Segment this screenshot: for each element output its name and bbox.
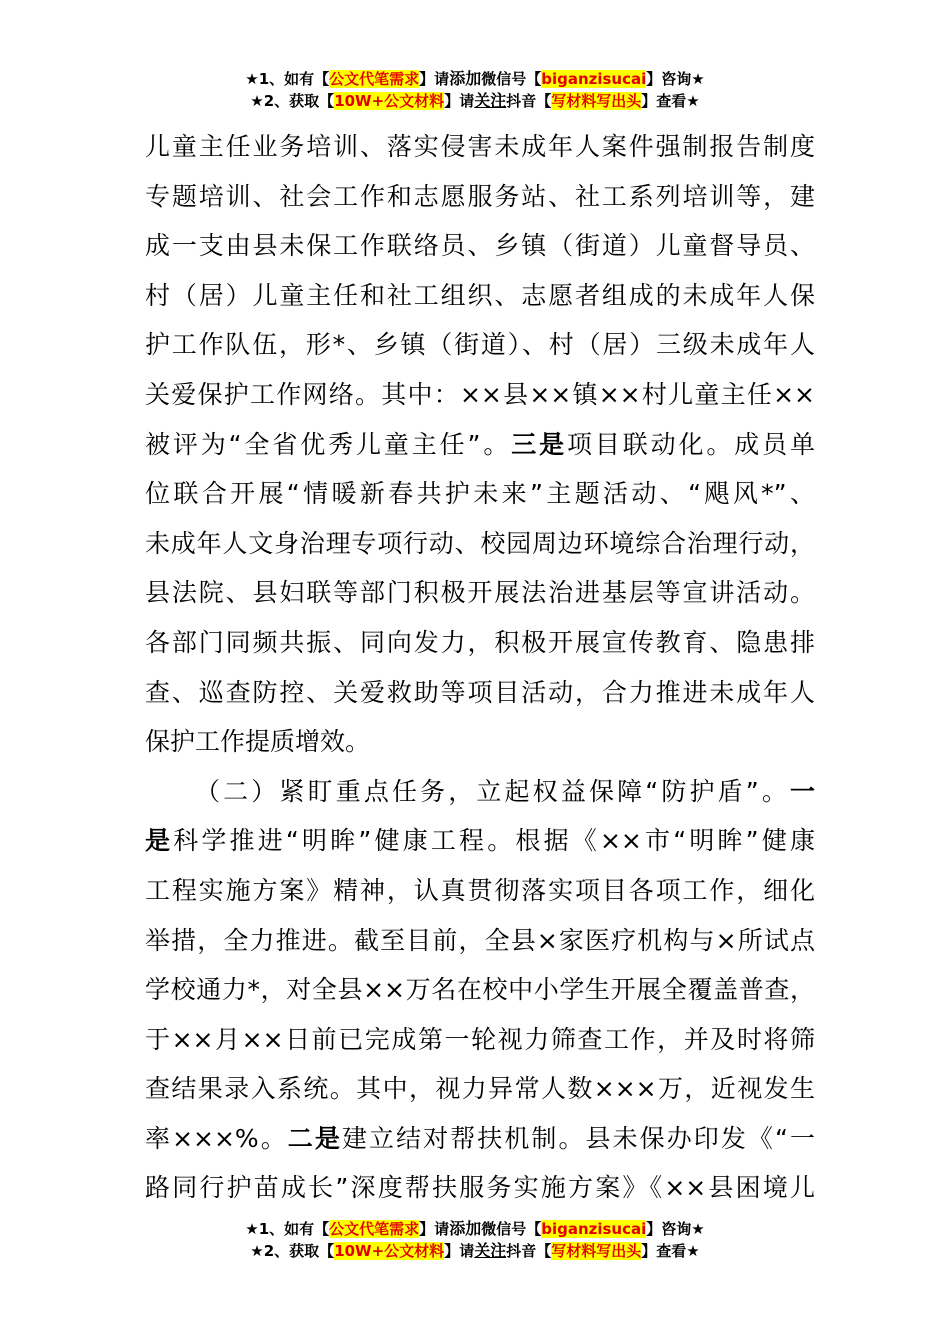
text-line: 未成年人文身治理专项行动、校园周边环境综合治理行动， [145, 528, 815, 558]
top-banner [0, 68, 950, 112]
text-line: 村（居）儿童主任和社工组织、志愿者组成的未成年人保 [145, 280, 815, 310]
text-line: 位联合开展“情暖新春共护未来”主题活动、“飓风*”、 [145, 479, 815, 509]
text-line: 路同行护苗成长”深度帮扶服务实施方案》《××县困境儿 [145, 1173, 815, 1203]
text-line: 县法院、县妇联等部门积极开展法治进基层等宣讲活动。 [145, 578, 815, 608]
paragraph-2 [145, 767, 815, 1213]
bottom-banner [0, 1218, 950, 1262]
text-line: 关爱保护工作网络。其中：××县××镇××村儿童主任×× [145, 379, 815, 409]
ghostwriting-highlight: 公文代笔需求 [329, 70, 420, 88]
banner-line-2: ★2、获取【10W+公文材料】请关注抖音【写材料写出头】查看★ [250, 1241, 700, 1260]
banner-line-2: ★2、获取【10W+公文材料】请关注抖音【写材料写出头】查看★ [250, 91, 700, 110]
text-line: 查结果录入系统。其中，视力异常人数×××万，近视发生 [145, 1074, 815, 1104]
text-line: 于××月××日前已完成第一轮视力筛查工作，并及时将筛 [145, 1024, 815, 1054]
text-line: 被评为“全省优秀儿童主任”。三是项目联动化。成员单 [145, 429, 815, 459]
text-line: 查、巡查防控、关爱救助等项目活动，合力推进未成年人 [145, 677, 815, 707]
ghostwriting-highlight: 公文代笔需求 [329, 1220, 420, 1238]
banner-line-1: ★1、如有【公文代笔需求】请添加微信号【biganzisucai】咨询★ [245, 69, 705, 88]
text-line: 各部门同频共振、同向发力，积极开展宣传教育、隐患排 [145, 627, 815, 657]
text-line: 率×××%。二是建立结对帮扶机制。县未保办印发《“一 [145, 1123, 815, 1153]
text-line: 学校通力*，对全县××万名在校中小学生开展全覆盖普查， [145, 975, 815, 1005]
document-body [145, 122, 815, 1213]
wechat-id-highlight: biganzisucai [541, 70, 647, 88]
text-line: 护工作队伍，形*、乡镇（街道）、村（居）三级未成年人 [145, 330, 815, 360]
douyin-highlight: 写材料写出头 [551, 1242, 642, 1260]
materials-highlight: 10W+公文材料 [334, 1242, 445, 1260]
wechat-id-highlight: biganzisucai [541, 1220, 647, 1238]
text-line: 成一支由县未保工作联络员、乡镇（街道）儿童督导员、 [145, 231, 815, 261]
paragraph-1 [145, 122, 815, 767]
banner-line-1: ★1、如有【公文代笔需求】请添加微信号【biganzisucai】咨询★ [245, 1219, 705, 1238]
text-line: 专题培训、社会工作和志愿服务站、社工系列培训等，建 [145, 181, 815, 211]
materials-highlight: 10W+公文材料 [334, 92, 445, 110]
douyin-highlight: 写材料写出头 [551, 92, 642, 110]
text-line: 儿童主任业务培训、落实侵害未成年人案件强制报告制度 [145, 132, 815, 161]
text-line: 保护工作提质增效。 [145, 727, 371, 757]
text-line: 工程实施方案》精神，认真贯彻落实项目各项工作，细化 [145, 875, 815, 905]
text-line: 举措，全力推进。截至目前，全县×家医疗机构与×所试点 [145, 925, 815, 955]
text-line: 是科学推进“明眸”健康工程。根据《××市“明眸”健康 [145, 826, 815, 856]
section-heading-line: （二）紧盯重点任务，立起权益保障“防护盾”。一 [195, 776, 815, 806]
